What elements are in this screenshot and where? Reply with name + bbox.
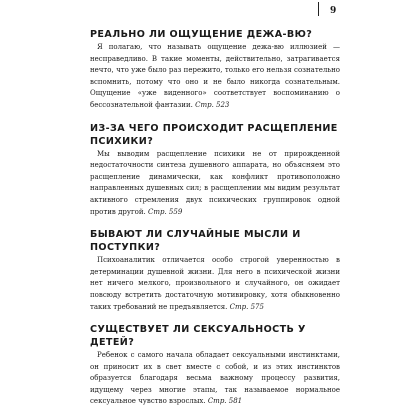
section-body: Психоаналитик отличается особо строгой уверенностью в детерминации душевной жизни. Для него в психической жизни нет ничего мелкого, произвольного и случайного, он ожидает повсюду встретить достаточную мотивировку, хотя обыкновенно таких требований не предъявляется.: [90, 256, 340, 311]
section-text: [90, 42, 340, 112]
section: [90, 28, 340, 112]
section-text: [90, 149, 340, 219]
page-reference: Стр. 523: [195, 100, 230, 109]
page-reference: Стр. 559: [147, 207, 183, 216]
section: [90, 228, 340, 313]
section: [90, 323, 340, 408]
page-reference: Стр. 581: [207, 397, 243, 406]
section-body: Я полагаю, что называть ощущение дежа-вю иллюзией — несправедливо. В такие моменты, действительно, затрагивается нечто, что уже было раз пережито, только его нельзя сознательно вспомнить, потому что оно и не было никогда сознательным. Ощущение «уже виденного» соответствует воспоминанию о бессознательной фантазии.: [90, 43, 340, 109]
section-body: Ребенок с самого начала обладает сексуальными инстинктами, он приносит их в свет вместе с собой, и из этих инстинктов образуется благодаря весьма важному процессу развития, идущему через многие этапы, так называемое нормальное сексуальное чувство взрослых.: [90, 351, 340, 406]
section-title: БЫВАЮТ ЛИ СЛУЧАЙНЫЕ МЫСЛИ И ПОСТУПКИ?: [90, 229, 301, 254]
section-text: [90, 350, 340, 408]
page-content: [90, 28, 340, 418]
page-number: 9: [330, 6, 337, 16]
header-rule: [318, 2, 319, 16]
section-title: ИЗ-ЗА ЧЕГО ПРОИСХОДИТ РАСЩЕПЛЕНИЕ ПСИХИКИ?: [90, 122, 338, 147]
section-title: РЕАЛЬНО ЛИ ОЩУЩЕНИЕ ДЕЖА-ВЮ?: [90, 29, 313, 40]
section-body: Мы выводим расщепление психики не от прирожденной недостаточности синтеза душевного аппарата, но объясняем это расщепление динамически, как конфликт противоположно направленных душевных сил; в расщеплении мы видим результат активного стремления двух психических группировок одной против другой.: [90, 149, 340, 216]
section-text: [90, 255, 340, 313]
page-reference: Стр. 575: [229, 302, 264, 311]
section: [90, 122, 340, 219]
section-title: СУЩЕСТВУЕТ ЛИ СЕКСУАЛЬНОСТЬ У ДЕТЕЙ?: [90, 324, 306, 349]
